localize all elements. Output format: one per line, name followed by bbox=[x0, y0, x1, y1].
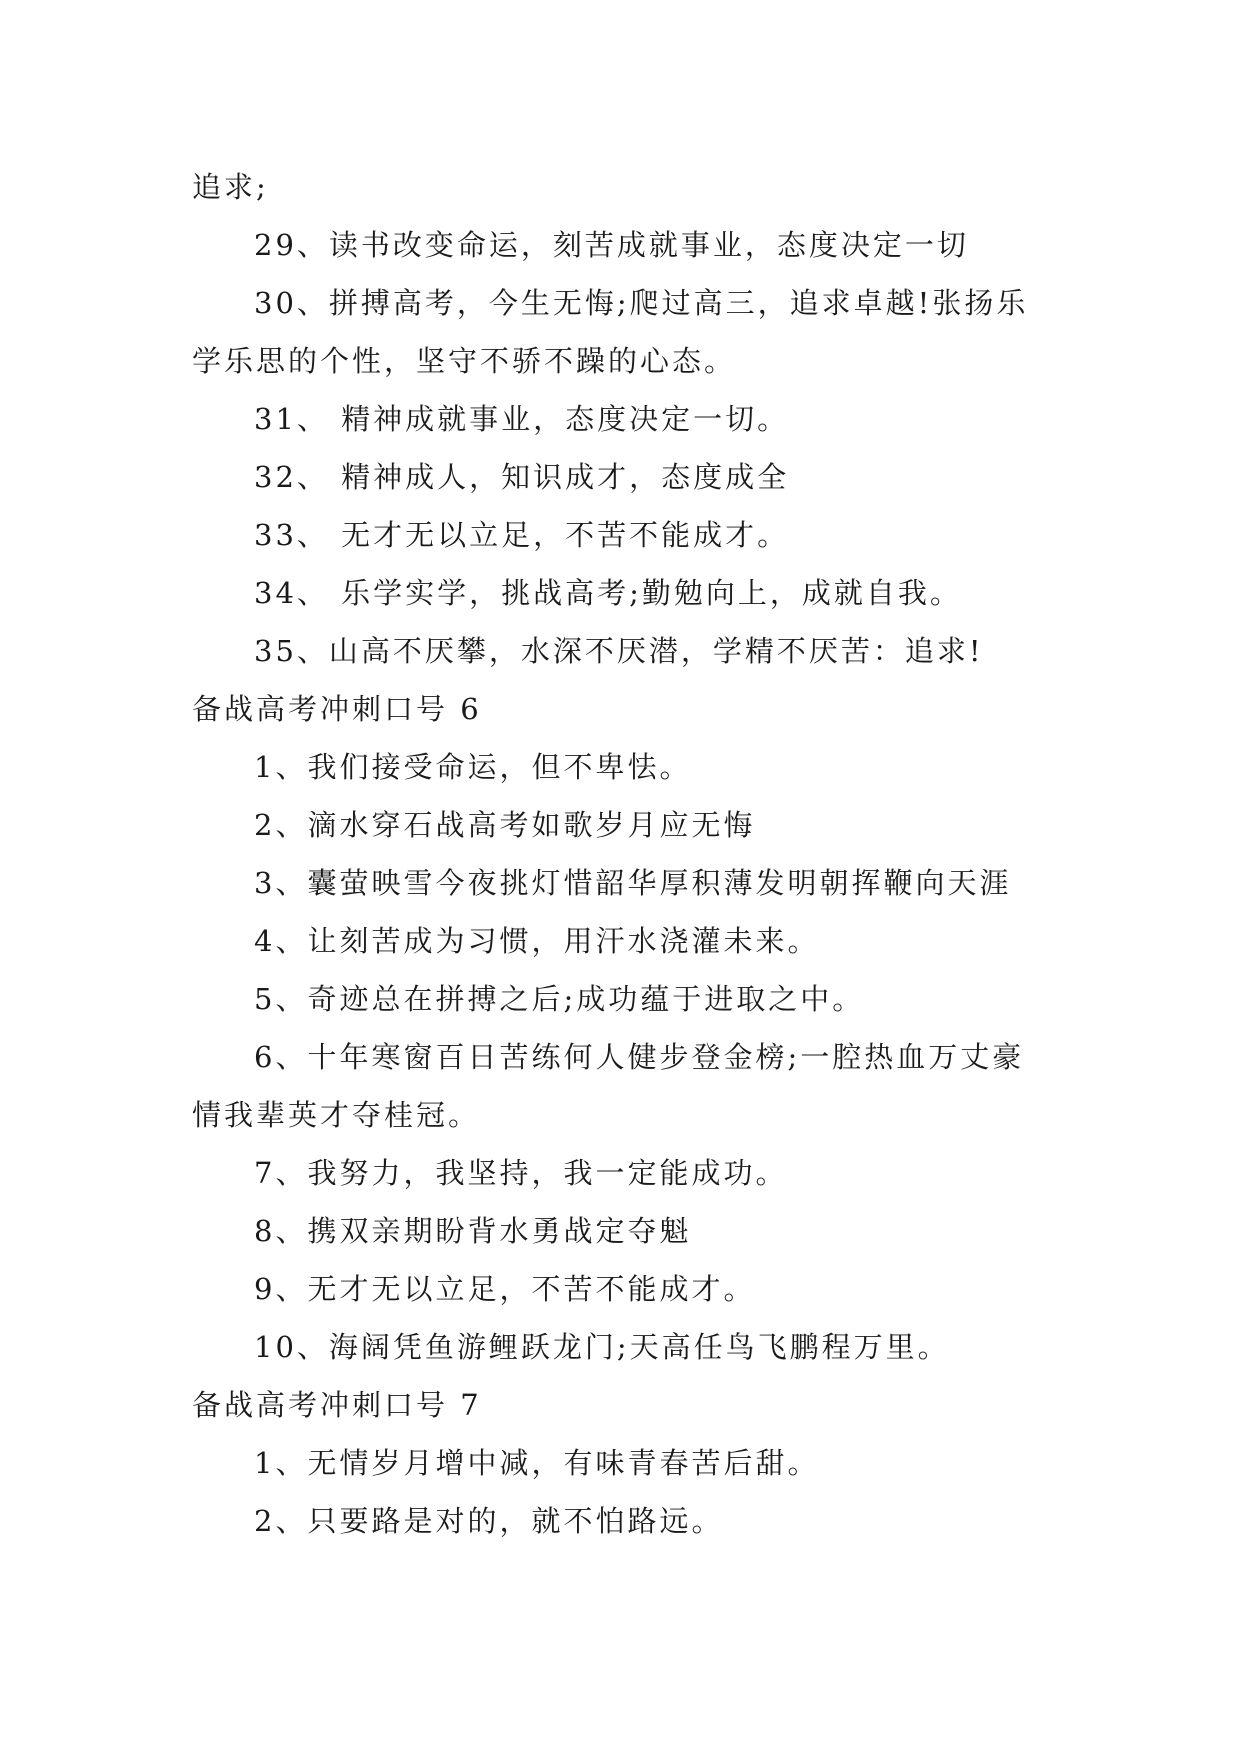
list-item: 6、十年寒窗百日苦练何人健步登金榜;一腔热血万丈豪 bbox=[254, 1040, 1025, 1074]
list-item: 1、无情岁月增中减，有味青春苦后甜。 bbox=[254, 1446, 820, 1480]
list-item: 4、让刻苦成为习惯，用汗水浇灌未来。 bbox=[254, 924, 820, 958]
list-item: 29、读书改变命运，刻苦成就事业，态度决定一切 bbox=[254, 228, 969, 262]
list-item: 1、我们接受命运，但不卑怯。 bbox=[254, 750, 692, 784]
list-item: 8、携双亲期盼背水勇战定夺魁 bbox=[254, 1214, 692, 1248]
list-item: 9、无才无以立足，不苦不能成才。 bbox=[254, 1272, 756, 1306]
list-item: 2、滴水穿石战高考如歌岁月应无悔 bbox=[254, 808, 756, 842]
document-body bbox=[192, 158, 1062, 1550]
list-item: 32、 精神成人，知识成才，态度成全 bbox=[254, 460, 790, 494]
section-heading: 备战高考冲刺口号 6 bbox=[192, 692, 482, 726]
text-line: 情我辈英才夺桂冠。 bbox=[192, 1098, 481, 1132]
list-item: 5、奇迹总在拼搏之后;成功蕴于进取之中。 bbox=[254, 982, 865, 1016]
list-item: 35、山高不厌攀，水深不厌潜，学精不厌苦：追求! bbox=[254, 634, 984, 668]
list-item: 31、 精神成就事业，态度决定一切。 bbox=[254, 402, 790, 436]
list-item: 3、囊萤映雪今夜挑灯惜韶华厚积薄发明朝挥鞭向天涯 bbox=[254, 866, 1012, 900]
list-item: 30、拼搏高考，今生无悔;爬过高三，追求卓越!张扬乐 bbox=[254, 286, 1029, 320]
list-item: 2、只要路是对的，就不怕路远。 bbox=[254, 1504, 724, 1538]
list-item: 7、我努力，我坚持，我一定能成功。 bbox=[254, 1156, 788, 1190]
list-item: 34、 乐学实学，挑战高考;勤勉向上，成就自我。 bbox=[254, 576, 962, 610]
text-line: 学乐思的个性，坚守不骄不躁的心态。 bbox=[192, 344, 737, 378]
list-item: 10、海阔凭鱼游鲤跃龙门;天高任鸟飞鹏程万里。 bbox=[254, 1330, 950, 1364]
list-item: 33、 无才无以立足，不苦不能成才。 bbox=[254, 518, 790, 552]
section-heading: 备战高考冲刺口号 7 bbox=[192, 1388, 482, 1422]
text-line: 追求; bbox=[192, 170, 269, 204]
